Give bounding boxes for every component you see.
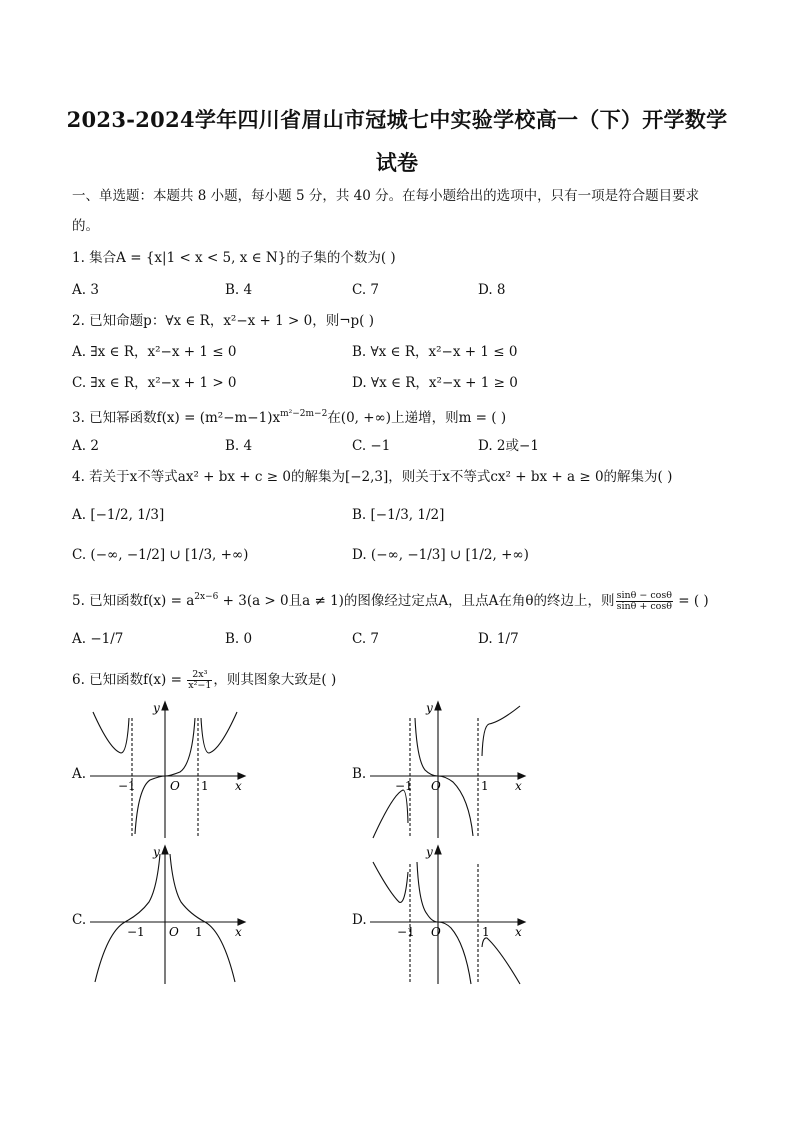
q6-graph-b-one-label: 1 [481, 779, 489, 793]
q5-exponent: 2x−6 [194, 592, 219, 602]
section-heading-cont: 的。 [72, 218, 99, 234]
q4-option-c: C. (−∞, −1/2] ∪ [1/3, +∞) [72, 547, 249, 563]
q6-stem-part-a: 6. 已知函数f(x) = [72, 672, 187, 688]
q6-graph-c-origin-label: O [169, 925, 179, 939]
question-6-stem [72, 670, 336, 691]
q6-graph-d [365, 842, 530, 987]
q6-fraction [187, 670, 212, 691]
q4-option-b: B. [−1/3, 1/2] [352, 507, 445, 523]
q6-graph-a-neg-one-label: −1 [118, 779, 136, 793]
exam-title-line1: 2023-2024学年四川省眉山市冠城七中实验学校高一（下）开学数学 [66, 107, 728, 132]
q5-option-d: D. 1/7 [478, 631, 519, 647]
q3-stem-part-a: 3. 已知幂函数f(x) = (m²−m−1)x [72, 410, 281, 426]
q6-graph-d-one-label: 1 [482, 925, 490, 939]
q4-option-a: A. [−1/2, 1/3] [72, 507, 165, 523]
exam-title-line2: 试卷 [375, 150, 419, 175]
question-1-stem: 1. 集合A = {x|1 < x < 5, x ∈ N}的子集的个数为( ) [72, 250, 396, 266]
q5-stem-part-c: = ( ) [673, 593, 709, 609]
section-heading: 一、单选题：本题共 8 小题，每小题 5 分，共 40 分。在每小题给出的选项中，只有一项是符合题目要求 [72, 188, 700, 204]
q5-option-c: C. 7 [352, 631, 380, 647]
q5-fraction-numerator: sinθ − cosθ [616, 590, 672, 601]
q6-fraction-numerator: 2x³ [187, 670, 212, 681]
q6-graph-b [365, 698, 530, 843]
q6-graph-c-x-axis-label: x [235, 925, 242, 939]
q6-graph-c-neg-one-label: −1 [127, 925, 145, 939]
q6-graph-a-one-label: 1 [201, 779, 209, 793]
q6-graph-a-x-axis-label: x [235, 779, 242, 793]
q6-graph-c-one-label: 1 [195, 925, 203, 939]
q6-graph-d-y-axis-label: y [426, 845, 433, 859]
q2-option-b: B. ∀x ∈ R，x²−x + 1 ≤ 0 [352, 344, 518, 360]
question-4-stem: 4. 若关于x不等式ax² + bx + c ≥ 0的解集为[−2,3]，则关于x不等式cx² + bx + a ≥ 0的解集为( ) [72, 469, 673, 485]
q5-stem-part-b: + 3(a > 0且a ≠ 1)的图像经过定点A，且点A在角θ的终边上，则 [218, 593, 615, 609]
q6-graph-d-origin-label: O [431, 925, 441, 939]
q5-fraction [616, 591, 673, 612]
q6-graph-b-origin-label: O [431, 779, 441, 793]
q4-option-d: D. (−∞, −1/3] ∪ [1/2, +∞) [352, 547, 529, 563]
q3-stem-part-b: 在(0, +∞)上递增，则m = ( ) [327, 410, 507, 426]
q3-exponent: m²−2m−2 [280, 409, 328, 419]
q3-option-c: C. −1 [352, 438, 391, 454]
q6-graph-a [85, 698, 250, 843]
q3-option-a: A. 2 [72, 438, 99, 454]
q6-graph-c [85, 842, 250, 987]
q6-option-b-label: B. [352, 766, 367, 782]
q6-option-d-label: D. [352, 912, 367, 928]
question-5-stem [72, 588, 709, 612]
q6-graph-d-neg-one-label: −1 [397, 925, 415, 939]
q1-option-c: C. 7 [352, 282, 380, 298]
q6-fraction-denominator: x²−1 [188, 680, 212, 691]
q6-stem-part-b: ，则其图象大致是( ) [213, 672, 337, 688]
q3-option-b: B. 4 [225, 438, 253, 454]
q5-option-a: A. −1/7 [72, 631, 124, 647]
q6-graph-b-y-axis-label: y [426, 701, 433, 715]
q3-option-d: D. 2或−1 [478, 438, 539, 454]
q6-graph-d-x-axis-label: x [515, 925, 522, 939]
q5-stem-part-a: 5. 已知函数f(x) = a [72, 593, 195, 609]
q5-fraction-denominator: sinθ + cosθ [616, 601, 672, 612]
q2-option-a: A. ∃x ∈ R，x²−x + 1 ≤ 0 [72, 344, 237, 360]
q6-graph-a-origin-label: O [170, 779, 180, 793]
q6-option-c-label: C. [72, 912, 87, 928]
q2-option-c: C. ∃x ∈ R，x²−x + 1 > 0 [72, 375, 237, 391]
q6-graph-c-y-axis-label: y [153, 845, 160, 859]
q1-option-b: B. 4 [225, 282, 253, 298]
question-2-stem: 2. 已知命题p：∀x ∈ R，x²−x + 1 > 0，则¬p( ) [72, 313, 375, 329]
q6-option-a-label: A. [72, 766, 87, 782]
question-3-stem [72, 405, 506, 427]
q2-option-d: D. ∀x ∈ R，x²−x + 1 ≥ 0 [352, 375, 518, 391]
q6-graph-a-y-axis-label: y [153, 701, 160, 715]
q1-option-d: D. 8 [478, 282, 506, 298]
q5-option-b: B. 0 [225, 631, 253, 647]
q1-option-a: A. 3 [72, 282, 99, 298]
q6-graph-b-neg-one-label: −1 [395, 779, 413, 793]
q6-graph-b-x-axis-label: x [515, 779, 522, 793]
